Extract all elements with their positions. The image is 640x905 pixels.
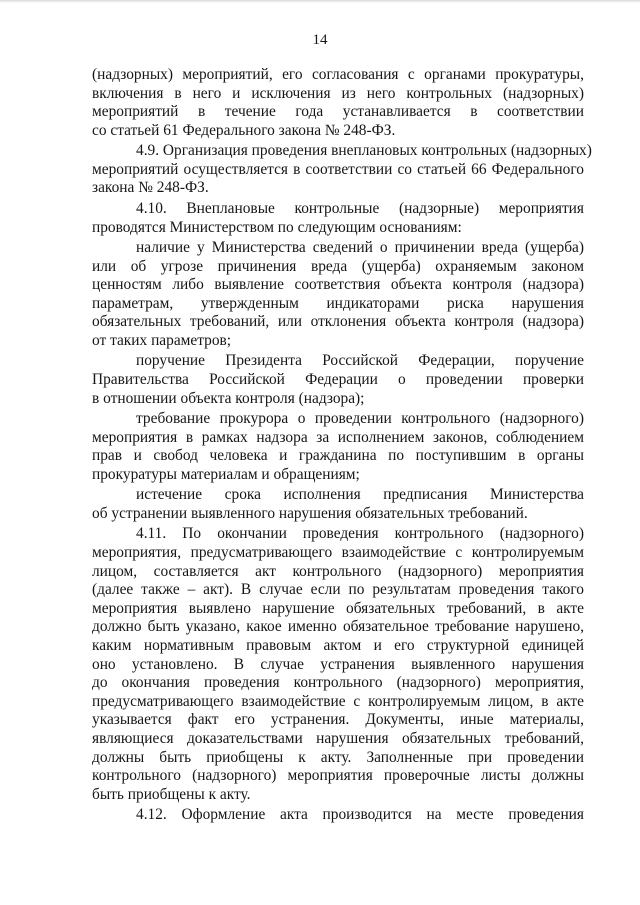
document-body [92,66,592,827]
text-line: лицом, составляется акт контрольного (надзорного) мероприятия [92,562,584,580]
text-line: закона № 248-ФЗ. [92,179,209,197]
scan-edge [0,0,640,3]
text-line: прав и свобод человека и гражданина по поступившим в органы [92,447,584,465]
paragraph [92,486,584,523]
text-line: об устранении выявленного нарушения обязательных требований. [92,505,528,522]
text-line: прокуратуры материалам и обращениям; [92,465,360,483]
text-line: должны быть приобщены к акту. Заполненные при проведении [92,748,584,766]
text-line: 4.9. Организация проведения внеплановых контрольных (надзорных) [136,142,592,160]
text-line: параметрам, утвержденным индикаторами риска нарушения [92,294,584,312]
text-line: Правительства Российской Федерации о проведении проверки [92,371,584,389]
text-line: до окончания проведения контрольного (надзорного) мероприятия, [92,674,584,692]
text-line: (далее также – акт). В случае если по результатам проведения такого [92,581,584,599]
paragraph [92,66,584,140]
text-line: или об угрозе причинения вреда (ущерба) охраняемым законом [92,257,584,275]
paragraph [92,352,584,408]
paragraph [92,410,584,484]
text-line: 4.11. По окончании проведения контрольного (надзорного) [136,525,584,543]
text-line: требование прокурора о проведении контрольного (надзорного) [136,410,584,428]
text-line: контрольного (надзорного) мероприятия проверочные листы должны [92,767,584,785]
text-line: от таких параметров; [92,331,232,349]
text-line: мероприятия, предусматривающего взаимодействие с контролируемым [92,544,584,562]
text-line: каким нормативным правовым актом и его структурной единицей [92,637,584,655]
text-line: поручение Президента Российской Федерации, поручение [136,352,584,370]
paragraph [92,200,584,237]
text-line: ценностям либо выявление соответствия объекта контроля (надзора) [92,276,584,294]
text-line: истечение срока исполнения предписания Министерства [136,486,584,504]
paragraph [92,525,584,804]
page-number: 14 [312,32,328,48]
text-line: мероприятий в течение года устанавливается в соответствии [92,103,584,121]
text-line: в отношении объекта контроля (надзора); [92,389,365,407]
text-line: со статьей 61 Федерального закона № 248-ФЗ. [92,121,396,139]
text-line: являющиеся доказательствами нарушения обязательных требований, [92,730,584,748]
text-line: должно быть указано, какое именно обязательное требование нарушено, [92,618,584,636]
text-line: проводятся Министерством по следующим основаниям: [92,218,462,236]
text-line: быть приобщены к акту. [92,785,251,803]
text-line: мероприятий осуществляется в соответствии со статьей 66 Федерального [92,160,584,178]
text-line: включения в него и исключения из него контрольных (надзорных) [92,84,584,102]
text-line: 4.10. Внеплановые контрольные (надзорные) мероприятия [136,199,584,217]
text-line: мероприятия в рамках надзора за исполнением законов, соблюдением [92,428,584,446]
paragraph [92,806,584,825]
text-line: (надзорных) мероприятий, его согласования с органами прокуратуры, [92,66,584,83]
text-line: оно установлено. В случае устранения выявленного нарушения [92,655,584,673]
paragraph [92,142,592,198]
text-line: указывается факт его устранения. Документы, иные материалы, [92,711,584,729]
paragraph [92,239,584,351]
text-line: мероприятия выявлено нарушение обязательных требований, в акте [92,599,584,617]
text-line: предусматривающего взаимодействие с контролируемым лицом, в акте [92,692,584,710]
text-line: наличие у Министерства сведений о причинении вреда (ущерба) [136,239,584,257]
text-line: обязательных требований, или отклонения объекта контроля (надзора) [92,313,584,331]
text-line: 4.12. Оформление акта производится на месте проведения [136,806,584,824]
